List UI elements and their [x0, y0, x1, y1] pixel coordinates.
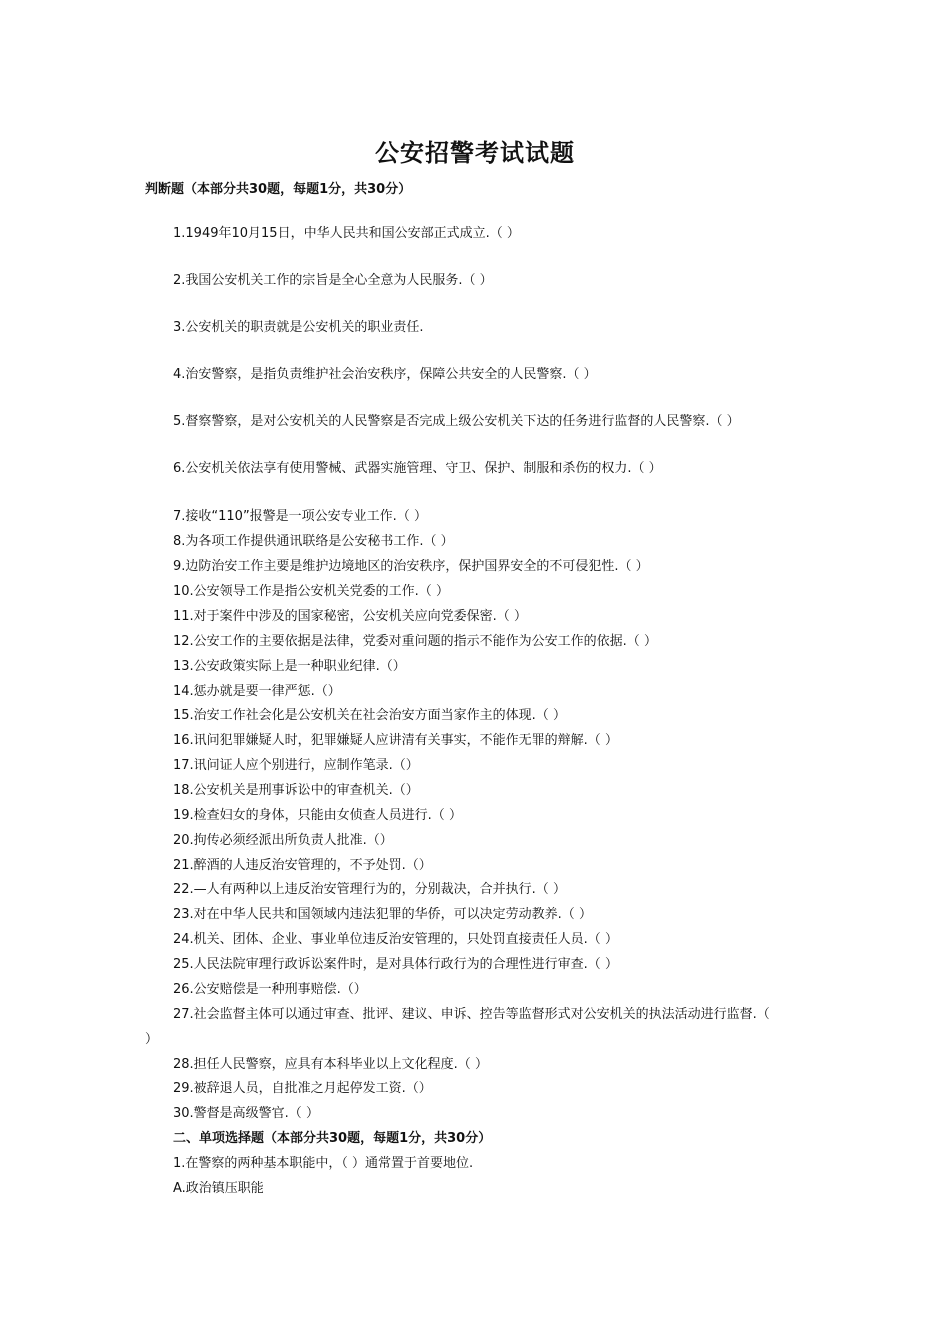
question-14: 14.惩办就是要一律严惩.（）	[173, 684, 341, 699]
page-title: 公安招警考试试题	[375, 138, 575, 167]
section2-question-1: 1.在警察的两种基本职能中，（ ）通常置于首要地位.	[173, 1156, 474, 1171]
question-24: 24.机关、团体、企业、事业单位违反治安管理的，只处罚直接责任人员.（ ）	[173, 932, 618, 947]
question-18: 18.公安机关是刑事诉讼中的审查机关.（）	[173, 783, 419, 798]
question-12: 12.公安工作的主要依据是法律，党委对重问题的指示不能作为公安工作的依据.（ ）	[173, 634, 657, 649]
question-11: 11.对于案件中涉及的国家秘密，公安机关应向党委保密.（ ）	[173, 609, 527, 624]
question-6: 6.公安机关依法享有使用警械、武器实施管理、守卫、保护、制服和杀伤的权力.（ ）	[173, 461, 662, 476]
question-3: 3.公安机关的职责就是公安机关的职业责任.	[173, 320, 424, 335]
question-27: 27.社会监督主体可以通过审查、批评、建议、申诉、控告等监督形式对公安机关的执法活动进行监督.（	[173, 1007, 770, 1022]
question-10: 10.公安领导工作是指公安机关党委的工作.（ ）	[173, 584, 449, 599]
question-25: 25.人民法院审理行政诉讼案件时，是对具体行政行为的合理性进行审查.（ ）	[173, 957, 618, 972]
section2-question-1-option-a: A.政治镇压职能	[173, 1181, 264, 1196]
question-26: 26.公安赔偿是一种刑事赔偿.（）	[173, 982, 367, 997]
question-9: 9.边防治安工作主要是维护边境地区的治安秩序，保护国界安全的不可侵犯性.（ ）	[173, 559, 649, 574]
question-20: 20.拘传必须经派出所负责人批准.（）	[173, 833, 393, 848]
question-1: 1.1949年10月15日，中华人民共和国公安部正式成立.（ ）	[173, 226, 520, 241]
question-16: 16.讯问犯罪嫌疑人时，犯罪嫌疑人应讲清有关事实，不能作无罪的辩解.（ ）	[173, 733, 618, 748]
section2-heading: 二、单项选择题（本部分共30题，每题1分，共30分）	[173, 1131, 492, 1146]
question-17: 17.讯问证人应个别进行，应制作笔录.（）	[173, 758, 419, 773]
question-28: 28.担任人民警察，应具有本科毕业以上文化程度.（ ）	[173, 1057, 488, 1072]
question-15: 15.治安工作社会化是公安机关在社会治安方面当家作主的体现.（ ）	[173, 708, 566, 723]
question-22: 22.—人有两种以上违反治安管理行为的，分别裁决，合并执行.（ ）	[173, 882, 566, 897]
question-19: 19.检查妇女的身体，只能由女侦查人员进行.（ ）	[173, 808, 462, 823]
question-30: 30.警督是高级警官.（ ）	[173, 1106, 319, 1121]
section1-heading: 判断题（本部分共30题，每题1分，共30分）	[145, 182, 412, 197]
question-7: 7.接收“110”报警是一项公安专业工作.（ ）	[173, 509, 427, 524]
question-21: 21.醉酒的人违反治安管理的，不予处罚.（）	[173, 858, 432, 873]
question-23: 23.对在中华人民共和国领域内违法犯罪的华侨，可以决定劳动教养.（ ）	[173, 907, 592, 922]
question-2: 2.我国公安机关工作的宗旨是全心全意为人民服务.（ ）	[173, 273, 493, 288]
question-13: 13.公安政策实际上是一种职业纪律.（）	[173, 659, 406, 674]
question-29: 29.被辞退人员，自批准之月起停发工资.（）	[173, 1081, 432, 1096]
question-8: 8.为各项工作提供通讯联络是公安秘书工作.（ ）	[173, 534, 454, 549]
question-5: 5.督察警察，是对公安机关的人民警察是否完成上级公安机关下达的任务进行监督的人民警察.（ ）	[173, 414, 740, 429]
question-4: 4.治安警察，是指负责维护社会治安秩序，保障公共安全的人民警察.（ ）	[173, 367, 597, 382]
question-27-continuation: ）	[145, 1032, 159, 1047]
